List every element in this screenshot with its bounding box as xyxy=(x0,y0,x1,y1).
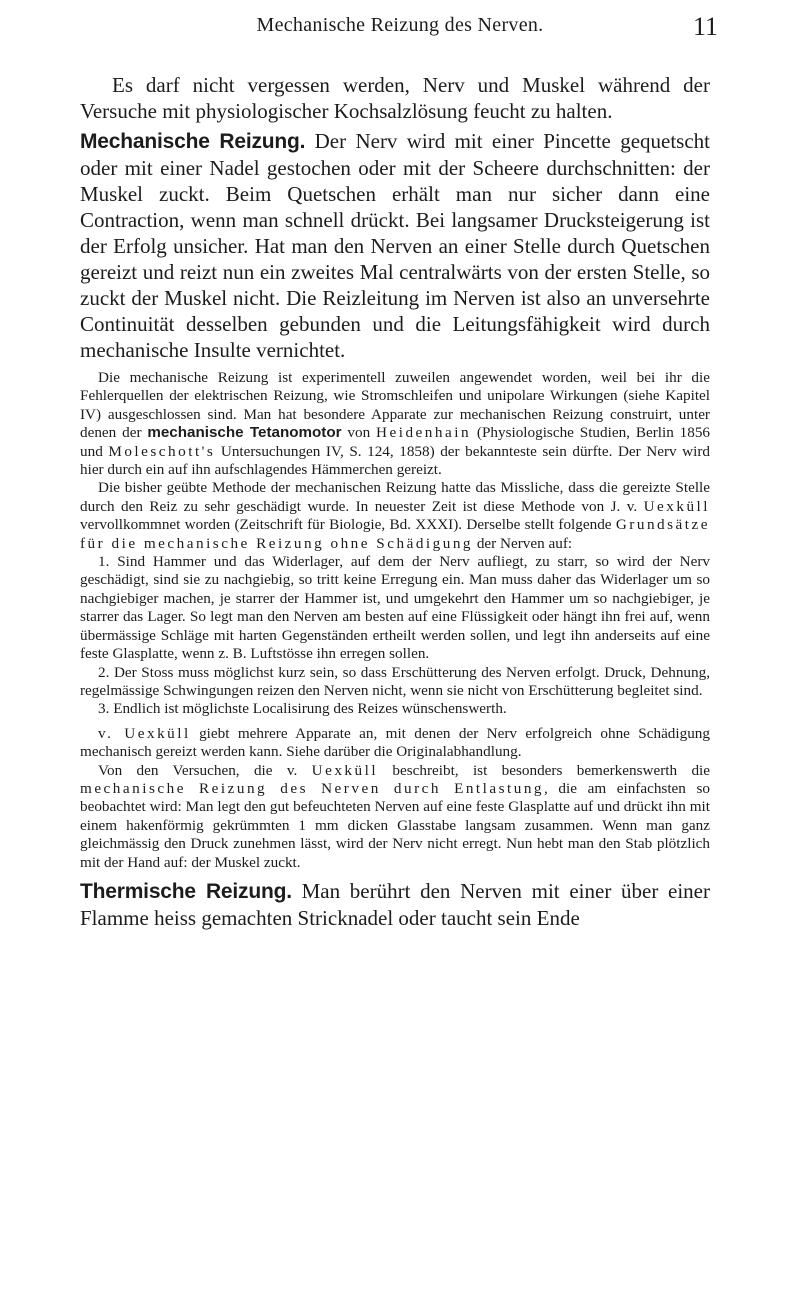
emphasis-phrase: mechanische Reizung des Nerven durch Entlastung xyxy=(80,779,545,797)
author-name: Moleschott's xyxy=(108,442,216,460)
paragraph-mechanical-stimulation xyxy=(80,128,710,363)
principles-phrase: Grundsätze für die mechanische Reizung ohne Schädigung xyxy=(80,516,710,552)
note-text: von xyxy=(341,424,377,442)
paragraph-thermal-stimulation xyxy=(80,878,710,931)
note-tetanomotor xyxy=(80,369,710,479)
note-apparatus xyxy=(80,725,710,762)
page-number: 11 xyxy=(692,12,718,41)
principle-item: 2. Der Stoss muss möglichst kurz sein, so dass Erschütterung des Nerven erfolgt. Druck, Dehnung, regelmässige Schwingungen reizen den Nerven nicht, wenn sie nicht von Erschütterung begleitet sind. xyxy=(80,663,710,699)
author-name: v. Uexküll xyxy=(98,724,191,742)
note-text: giebt mehrere Apparate an, mit denen der Nerv erfolgreich ohne Schädigung mechanisch gereizt werden kann. Siehe darüber die Originalabhandlung. xyxy=(80,724,710,761)
note-unloading-experiment xyxy=(80,762,710,872)
note-text: der Nerven auf: xyxy=(473,534,573,552)
term-tetanomotor: mechanische Tetanomotor xyxy=(147,424,342,442)
note-text: Die bisher geübte Methode der mechanischen Reizung hatte das Missliche, dass die gereizte Stelle durch den Reiz zu sehr geschädigt wurde. In neuester Zeit ist diese Methode von J. v. xyxy=(80,479,710,515)
paragraph-thermal-text: Man berührt den Nerven mit einer über einer Flamme heiss gemachten Stricknadel oder taucht sein Ende xyxy=(80,878,710,930)
paragraph-mechanical-text: Der Nerv wird mit einer Pincette gequetscht oder mit einer Nadel gestochen oder mit der Scheere durchschnitten: der Muskel zuckt. Beim Quetschen erhält man nur sicher dann eine Contraction, wenn man schnell drückt. Bei langsamer Drucksteigerung ist der Erfolg unsicher. Hat man den Nerven an einer Stelle durch Quetschen gereizt und reizt nun ein zweites Mal centralwärts von der ersten Stelle, so zuckt der Muskel nicht. Die Reizleitung im Nerven ist also an unversehrte Continuität desselben gebunden und die Leitungsfähigkeit wird durch mechanische Insulte vernichtet. xyxy=(80,129,711,362)
page-header xyxy=(0,6,800,46)
note-uexkuell-method xyxy=(80,479,710,553)
author-name: Uexküll xyxy=(643,497,710,515)
principle-item: 3. Endlich ist möglichste Localisirung des Reizes wünschenswerth. xyxy=(98,700,507,718)
note-text: , die am einfachsten so beobachtet wird: Man legt den gut befeuchteten Nerven auf eine feste Glasplatte auf und drückt ihn mit einem hakenförmig gekrümmten 1 mm dicken Glasstabe langsam zusammen. Wenn man ganz gleichmässig den Druck zunehmen lässt, wird der Nerv nicht erregt. Nun hebt man den Stab plötzlich mit der Hand auf: der Muskel zuckt. xyxy=(80,779,710,871)
note-text: vervollkommnet worden (Zeitschrift für Biologie, Bd. XXXI). Derselbe stellt folgende xyxy=(80,516,616,534)
principle-item: 1. Sind Hammer und das Widerlager, auf dem der Nerv aufliegt, zu starr, so wird der Nerv geschädigt, sind sie zu nachgiebig, so tritt keine Erregung ein. Man muss daher das Widerlager um so nachgiebiger machen, je starrer der Hammer ist, und umgekehrt den Hammer um so nachgiebiger, je starrer das Lager. So legt man den Nerven am besten auf eine Flüssigkeit oder hängt ihn frei auf, wenn übermässige Schläge mit harten Gegenständen ertheilt werden sollen, und legt ihn anderseits auf eine feste Glasplatte, wenn z. B. Luftstösse ihn erregen sollen. xyxy=(80,553,710,663)
section-heading-mechanical: Mechanische Reizung. xyxy=(80,130,306,153)
author-name: Heidenhain xyxy=(376,424,472,442)
paragraph-intro xyxy=(80,72,710,124)
running-head: Mechanische Reizung des Nerven. xyxy=(256,14,544,36)
note-text: beschreibt, ist besonders bemerkenswerth die xyxy=(378,761,710,779)
paragraph-intro-text: Es darf nicht vergessen werden, Nerv und Muskel während der Versuche mit physiologischer Kochsalzlösung feucht zu halten. xyxy=(80,73,710,123)
note-text: (Physiologische Studien, Berlin 1856 und xyxy=(80,424,711,460)
note-text: Von den Versuchen, die v. xyxy=(98,761,312,779)
author-name: Uexküll xyxy=(311,761,379,779)
section-heading-thermal: Thermische Reizung. xyxy=(80,879,292,903)
page-body xyxy=(80,72,710,931)
note-text: Die mechanische Reizung ist experimentell zuweilen angewendet worden, weil bei ihr die Fehlerquellen der elektrischen Reizung, wie Stromschleifen und unipolare Wirkungen (siehe Kapitel IV) ausgeschlossen sind. Man hat besondere Apparate zur mechanischen Reizung construirt, unter denen der xyxy=(80,369,710,442)
note-text: Untersuchungen IV, S. 124, 1858) der bekannteste sein dürfte. Der Nerv wird hier durch ein auf ihn aufschlagendes Hämmerchen gereizt. xyxy=(80,442,710,479)
